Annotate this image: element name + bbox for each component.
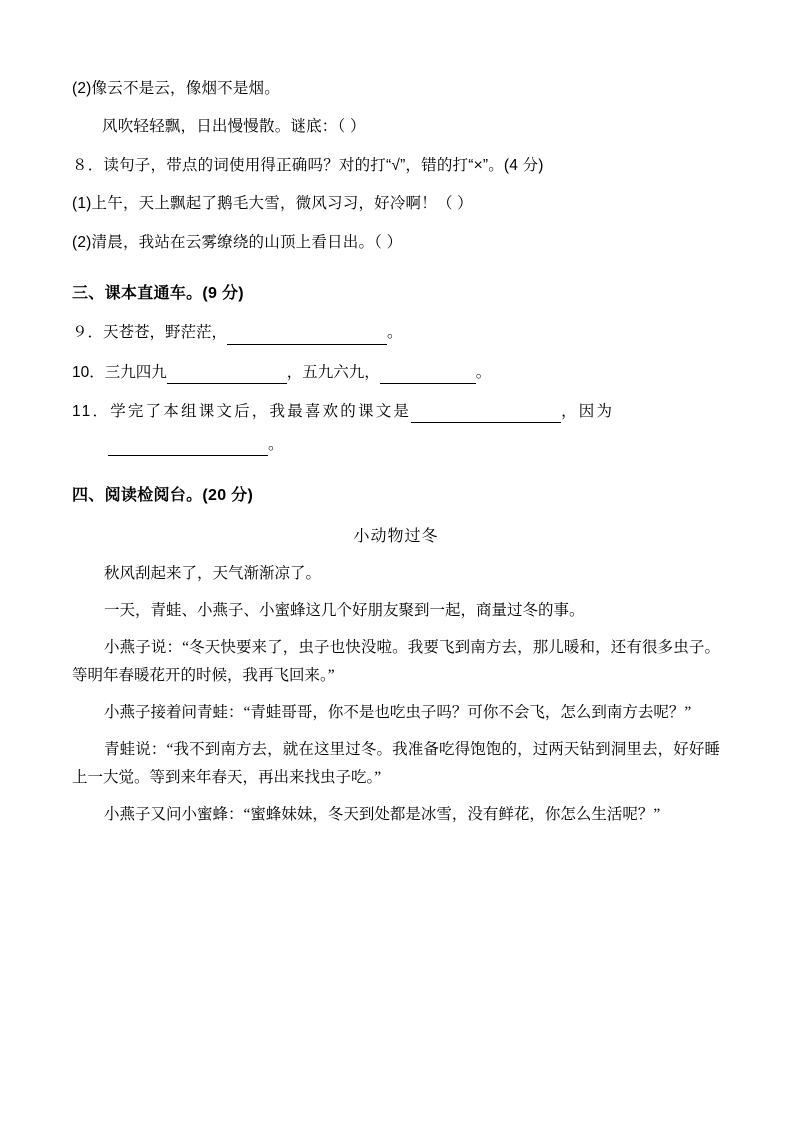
answer-blank-q10-a[interactable] bbox=[167, 370, 287, 384]
question-8-prompt: ８．读句子，带点的词使用得正确吗？对的打“√”，错的打“×”。(4 分) bbox=[72, 156, 544, 174]
passage-paragraph: 青蛙说：“我不到南方去，就在这里过冬。我准备吃得饱饱的，过两天钻到洞里去，好好睡上一大觉。等到来年春天，再出来找虫子吃。” bbox=[72, 740, 720, 787]
question-10-text-mid: ，五九六九， bbox=[286, 363, 380, 381]
question-11-text-before: 11．学完了本组课文后，我最喜欢的课文是 bbox=[72, 402, 412, 420]
question-10-text-after: 。 bbox=[475, 363, 492, 381]
question-9-text-after: 。 bbox=[387, 324, 403, 342]
passage-paragraph: 小燕子说：“冬天快要来了，虫子也快没啦。我要飞到南方去，那儿暖和，还有很多虫子。等明年春暖花开的时候，我再飞回来。” bbox=[72, 638, 720, 685]
question-11-continued bbox=[72, 433, 720, 456]
question-9-text-before: ９．天苍苍，野茫茫， bbox=[72, 324, 228, 342]
question-10-text-before: 10．三九四九 bbox=[72, 363, 167, 381]
passage-paragraph: 小燕子又问小蜜蜂：“蜜蜂妹妹，冬天到处都是冰雪，没有鲜花，你怎么生活呢？” bbox=[104, 806, 661, 824]
answer-blank-q9[interactable] bbox=[227, 331, 387, 345]
question-7-item-2: (2)像云不是云，像烟不是烟。 bbox=[72, 80, 280, 97]
passage-paragraph: 一天，青蛙、小燕子、小蜜蜂这几个好朋友聚到一起，商量过冬的事。 bbox=[104, 602, 585, 620]
question-7-riddle-line: 风吹轻轻飘，日出慢慢散。谜底：（ ） bbox=[102, 118, 366, 136]
question-9 bbox=[72, 321, 720, 344]
question-11 bbox=[72, 400, 720, 423]
page-content bbox=[72, 78, 720, 838]
passage-paragraph: 小燕子接着问青蛙：“青蛙哥哥，你不是也吃虫子吗？可你不会飞，怎么到南方去呢？” bbox=[104, 704, 692, 722]
question-8-item-1: (1)上午，天上飘起了鹅毛大雪，微风习习，好冷啊！（ ） bbox=[72, 195, 473, 213]
question-10 bbox=[72, 361, 720, 384]
passage-paragraph: 秋风刮起来了，天气渐渐凉了。 bbox=[104, 565, 322, 583]
passage-title: 小动物过冬 bbox=[353, 528, 439, 546]
answer-blank-q10-b[interactable] bbox=[380, 370, 476, 384]
answer-blank-q11-a[interactable] bbox=[411, 409, 561, 423]
question-8-item-2: (2)清晨，我站在云雾缭绕的山顶上看日出。（ ） bbox=[72, 233, 403, 251]
section-heading-three: 三、课本直通车。(9 分) bbox=[72, 285, 244, 303]
question-11-text-after: 。 bbox=[268, 436, 284, 454]
answer-blank-q11-b[interactable] bbox=[108, 442, 268, 456]
section-heading-four: 四、阅读检阅台。(20 分) bbox=[72, 487, 254, 505]
question-11-text-mid: ，因为 bbox=[561, 402, 615, 420]
